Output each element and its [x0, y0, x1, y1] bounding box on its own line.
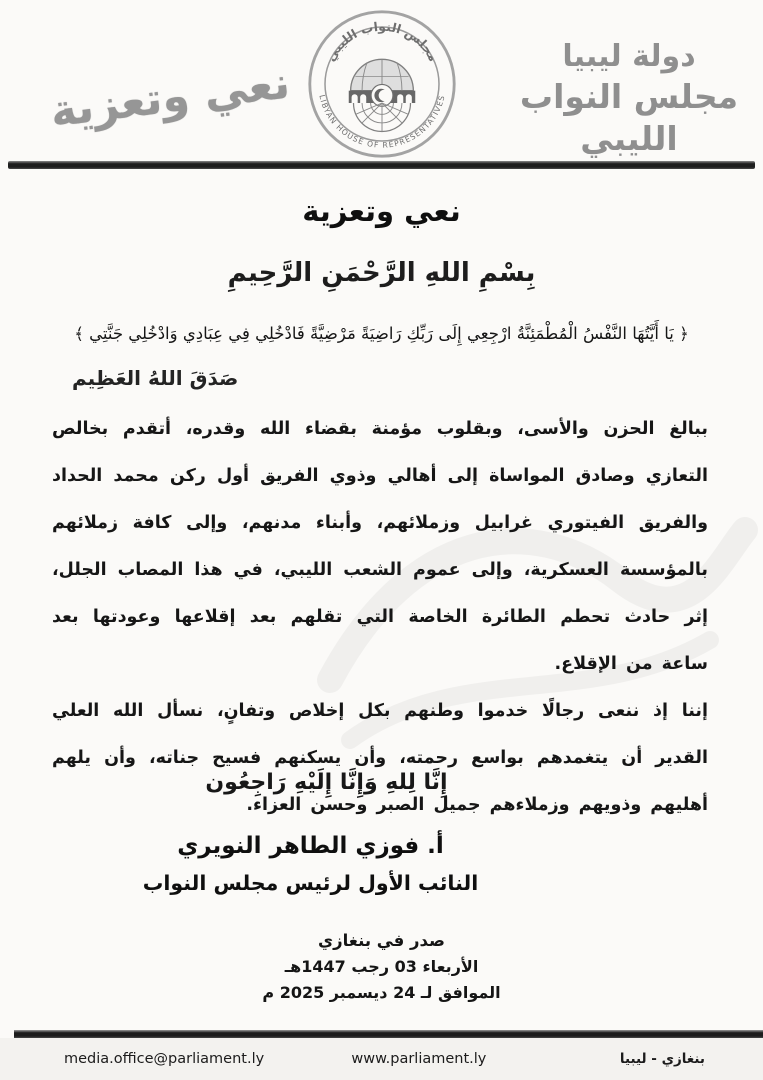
footer-bar — [0, 1038, 763, 1080]
issue-place: صدر في بنغازي — [317, 931, 446, 950]
condolence-body — [52, 406, 708, 829]
issue-block — [0, 927, 763, 1006]
footer-website: www.parliament.ly — [351, 1051, 487, 1067]
parliament-seal-icon — [306, 8, 458, 160]
body-paragraph-1: ببالغ الحزن والأسى، وبقلوب مؤمنة بقضاء الله وقدره، أتقدم بخالص التعازي وصادق المواساة إلى أهالي وذوي الفريق أول ركن محمد الحداد والفريق الفيتوري غرابيل وزملائهم، وأبناء مدنهم، وإلى كافة زملائهم بالمؤسسة العسكرية، وإلى عموم الشعب الليبي، في هذا المصاب الجلل، إثر حادث تحطم الطائرة الخاصة التي تقلهم بعد إقلاعها وعودتها بعد ساعة من الإقلاع. — [52, 419, 708, 674]
sadaqa-calligraphy: صَدَقَ اللهُ العَظِيم — [72, 366, 239, 390]
footer-location: بنغازي - ليبيا — [619, 1051, 705, 1067]
quran-verse: ﴿ يَا أَيَّتُهَا النَّفْسُ الْمُطْمَئِنَّةُ ارْجِعِي إِلَى رَبِّكِ رَاضِيَةً مَرْضِيَّةً فَادْخُلِي فِي عِبَادِي وَادْخُلِي جَنَّتِي ﴾ — [74, 324, 689, 343]
council-name: مجلس النواب الليبي — [519, 76, 739, 159]
seal-arabic-arc-text: مجلس النواب الليبي — [323, 19, 441, 64]
body-paragraph-2: إننا إذ ننعى رجالًا خدموا وطنهم بكل إخلاص وتفانٍ، نسأل الله العلي القدير أن يتغمدهم بواسع رحمته، وأن يسكنهم فسيح جناته، وأن يلهم أهليهم وذويهم وزملاءهم جميل الصبر وحسن العزاء. — [52, 701, 708, 815]
footer-divider — [14, 1030, 763, 1038]
issue-gregorian-date: الموافق لـ 24 ديسمبر 2025 م — [262, 983, 501, 1002]
signatory-name: أ. فوزي الطاهر النويري — [177, 833, 444, 859]
inna-lillah-calligraphy: إِنَّا لِلهِ وَإِنَّا إِلَيْهِ رَاجِعُون — [205, 770, 448, 795]
footer-email: media.office@parliament.ly — [64, 1051, 265, 1067]
seal-english-arc-text: LIBYAN HOUSE OF REPRESENTATIVES — [317, 93, 447, 150]
parliament-seal-logo — [306, 8, 458, 160]
bismillah-calligraphy: بِسْمِ اللهِ الرَّحْمَنِ الرَّحِيمِ — [227, 258, 536, 288]
issue-hijri-date: الأربعاء 03 رجب 1447هـ — [284, 957, 479, 976]
state-name: دولة ليبيا — [562, 39, 696, 74]
page-title: نعي وتعزية — [302, 194, 461, 228]
svg-text:مجلس النواب الليبي — [324, 20, 441, 64]
state-calligraphy-header — [501, 38, 757, 161]
obituary-calligraphy-header: نعي وتعزية — [47, 57, 293, 138]
header-divider — [8, 161, 755, 169]
signatory-title: النائب الأول لرئيس مجلس النواب — [142, 871, 479, 895]
